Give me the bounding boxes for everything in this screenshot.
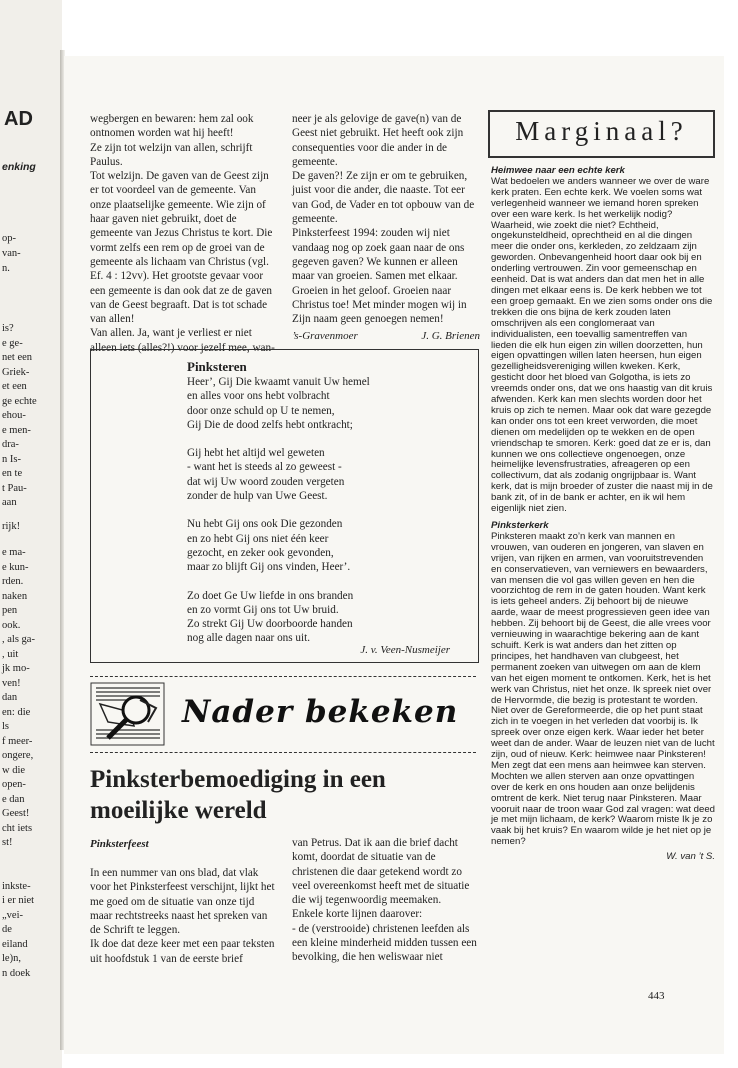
article2-headline: Pinksterbemoediging in een moeilijke wereld <box>90 766 386 824</box>
left-page-fragment: net een <box>2 352 33 363</box>
left-page-fragment: t Pau- <box>2 483 27 494</box>
left-page-fragment: AD <box>4 108 33 130</box>
left-page-fragment: rijk! <box>2 521 21 532</box>
left-page-fragment: e kun- <box>2 562 29 573</box>
marginaal-heading: Heimwee naar een echte kerk <box>491 165 625 176</box>
article1-author: J. G. Brienen <box>421 330 480 342</box>
poem-line: en alles voor ons hebt volbracht <box>187 390 330 403</box>
poem-line: en zo vormt Gij ons tot Uw bruid. <box>187 603 339 616</box>
section-title: Nader bekeken <box>182 694 459 730</box>
left-page-fragment: op- <box>2 233 16 244</box>
divider <box>90 676 476 677</box>
left-page-fragment: f meer- <box>2 736 33 747</box>
left-page-fragment: eiland <box>2 939 28 950</box>
left-page-fragment: i er niet <box>2 895 35 906</box>
article1-place: ’s-Gravenmoer <box>292 330 358 342</box>
paragraph: Tot welzijn. De gaven van de Geest zijn er tot voordeel van de gemeente. Van onze plaatselijke gemeente. Wie zijn of haar gaven niet gebruikt, doet de gemeente van Jezus Christus te kort. Die vormt zelfs een rem op de groei van de gemeente als lichaam van Christus (vgl. Ef. 4 : 12vv). Het grootste gevaar voor een gemeente is dan ook dat ze de gaven van de Geest begraaft. Dat is tot schade van allen! <box>90 170 273 326</box>
left-page-fragment: ehou- <box>2 410 26 421</box>
paragraph: neer je als gelovige de gave(n) van de Geest niet gebruikt. Het heeft ook zijn consequenties voor die ander in de gemeente. <box>292 113 464 168</box>
article1-column1 <box>90 112 278 355</box>
poem-line: Zo strekt Gij Uw doorboorde handen <box>187 618 353 631</box>
poem-line: dat wij Uw woord zouden vergeten <box>187 475 345 488</box>
left-page-fragment: n. <box>2 263 10 274</box>
marginaal-column <box>491 166 715 863</box>
left-page-fragment: ongere, <box>2 750 34 761</box>
paragraph: In een nummer van ons blad, dat vlak voor het Pinksterfeest verschijnt, lijkt het me goed om de situatie van onze tijd maar rechtstreeks naast het spreken van de Schrift te leggen. <box>90 867 275 937</box>
poem-author: J. v. Veen-Nusmeijer <box>360 644 450 656</box>
left-page-fragment: , als ga- <box>2 634 35 645</box>
left-page-fragment: jk mo- <box>2 663 30 674</box>
left-page-fragment: ven! <box>2 678 21 689</box>
left-page-fragment: aan <box>2 497 17 508</box>
left-page-fragment: de <box>2 924 12 935</box>
poem-line: zonder de hulp van Uwe Geest. <box>187 490 328 503</box>
left-page-fragment: e ma- <box>2 547 26 558</box>
left-page-fragment: pen <box>2 605 18 616</box>
poem-stanza <box>187 375 457 432</box>
paragraph: Pinksterfeest 1994: zouden wij niet vandaag nog op zoek gaan naar de ons gegeven gaven? We kunnen er alleen maar van groeien. Samen met elkaar. Groeien in het geloof. Groeien naar Christus toe! Met minder mogen wij in Zijn naam geen genoegen nemen! <box>292 227 467 326</box>
left-page-fragment: n Is- <box>2 454 21 465</box>
poem-line: Zo doet Ge Uw liefde in ons branden <box>187 589 354 602</box>
poem-line: - want het is steeds al zo geweest - <box>187 461 342 474</box>
left-page-fragment: e men- <box>2 425 31 436</box>
poem-line: gezocht, en zeker ook gevonden, <box>187 546 334 559</box>
poem-line: en zo hebt Gij ons niet één keer <box>187 532 329 545</box>
left-page-fragment: et een <box>2 381 27 392</box>
left-page-fragment: w die <box>2 765 26 776</box>
poem-line: Gij Die de dood zelfs hebt ontkracht; <box>187 418 353 431</box>
left-page-fragment: en te <box>2 468 23 479</box>
left-page-fragment: open- <box>2 779 26 790</box>
left-page-fragment: le)n, <box>2 953 21 964</box>
poem-line: Nu hebt Gij ons ook Die gezonden <box>187 518 343 531</box>
article1-column2 <box>292 112 480 326</box>
left-page-fragment: e ge- <box>2 338 23 349</box>
marginaal-paragraph: Pinksteren maakt zo’n kerk van mannen en vrouwen, van ouderen en jongeren, van slaven en vrijen, van rijken en armen, van vooruitstrevenden en conservatieven, van verniewers en bewaarders, van mensen die vol gas willen geven en hen die voorzichtog de rem in de gaten houden. Want kerk is iets geheel anders. Zij behoort bij de nieuwe aarde, waar de meest progressieven geen idee van hebben. Zij behoort bij de Geest, die alle vrees voor vernieuwing in waarachtige bekering aan de kant schuift. Kerk is wat anders dan het zitten op principes, het handhaven van clubgeest, het permanent zoeken van uitwegen om aan de klem van het eigen moment te ontkomen. Kerk, het is het werk van Christus, niet het onze. Ik spreek niet over de Hervormde, die bezig is protestant te worden. Niet over de Gereformeerde, die op het punt staat zich in te voegen in het verleden dat voorbij is. Ik spreek over onze eigen kerk. Waar ieder het beter weet dan de ander. Waar de leuzen niet van de lucht zijn, oud of nieuw. Kerk: heimwee naar Pinksteren! Men zegt dat een mens aan heimwee kan sterven. Mochten we allen sterven aan onze opvattingen over de kerk en ons houden aan onze belijdenis omtrent de kerk. Niet terug naar Pinksteren. Maar vooruit naar de troon waar God zal vragen: wat deed je met mijn lichaam, de kerk? Waarom miste Ik je zo vaak bij het kruis? En waarom wilde je het niet op je nemen? <box>491 530 715 848</box>
left-page-fragment: „vei- <box>2 910 23 921</box>
paragraph: - de (verstrooide) christenen leefden als een kleine minderheid midden tussen een bevolking, die hen weliswaar niet <box>292 922 477 964</box>
divider <box>90 752 476 753</box>
paragraph: Ik doe dat deze keer met een paar teksten uit hoofdstuk 1 van de eerste brief <box>90 938 275 965</box>
left-page-fragment: inkste- <box>2 881 31 892</box>
paragraph: De gaven?! Ze zijn er om te gebruiken, juist voor die ander, die naaste. Tot eer van God, de Vader en tot opbouw van de gemeente. <box>292 170 475 226</box>
paragraph: Enkele korte lijnen daarover: <box>292 908 423 921</box>
left-page-fragment: rden. <box>2 576 24 587</box>
left-page-fragment: , uit <box>2 649 19 660</box>
poem-stanza <box>187 589 457 646</box>
left-page-fragment: ge echte <box>2 396 37 407</box>
page-number: 443 <box>648 990 665 1002</box>
left-page-fragment: n doek <box>2 968 31 979</box>
paragraph: Van allen. Ja, want je verliest er niet alleen iets (alles?!) voor jezelf mee, wan- <box>90 327 275 354</box>
left-page-fragment: is? <box>2 323 14 334</box>
poem-body <box>187 375 457 660</box>
left-page-fragment: cht iets <box>2 823 33 834</box>
article1-signature <box>292 330 480 342</box>
left-page-fragment: enking <box>2 161 36 173</box>
poem-line: maar zo blijft Gij ons vinden, Heer’. <box>187 561 351 574</box>
left-page-fragment: naken <box>2 591 28 602</box>
left-page-fragment: van- <box>2 248 21 259</box>
article2-column1 <box>90 866 278 966</box>
left-page-strip <box>0 0 62 1068</box>
left-page-fragment: ls <box>2 721 10 732</box>
left-page-fragment: en: die <box>2 707 31 718</box>
poem-line: door onze schuld op U te nemen, <box>187 404 335 417</box>
left-page-fragment: st! <box>2 837 13 848</box>
magnifier-icon <box>90 682 165 746</box>
poem-line: Gij hebt het altijd wel geweten <box>187 447 325 460</box>
article2-column2 <box>292 836 480 965</box>
left-page-fragment: dra- <box>2 439 19 450</box>
poem-line: nog alle dagen naar ons uit. <box>187 632 311 645</box>
left-page-fragment: e dan <box>2 794 25 805</box>
marginaal-heading: Pinksterkerk <box>491 520 549 531</box>
left-page-fragment: ook. <box>2 620 21 631</box>
paragraph: van Petrus. Dat ik aan die brief dacht komt, doordat de situatie van de christenen die daar getekend wordt zo veel overeenkomst heeft met de situatie die wij tegenwoordig meemaken. <box>292 837 470 907</box>
poem-title: Pinksteren <box>187 359 247 374</box>
paragraph: wegbergen en bewaren: hem zal ook ontnomen worden wat hij heeft! <box>90 113 254 140</box>
left-page-fragment: dan <box>2 692 18 703</box>
marginaal-paragraph: Wat bedoelen we anders wanneer we over de ware kerk praten. Een echte kerk. We voelen soms wat verlegenheid wanneer we iemand horen spreken over een ware kerk. Is het werkelijk nodig? Waarheid, wie zoekt die niet? Echtheid, ongekunsteldheid, oprechtheid en al die dingen meer die onder ons, kerkleden, zo zeldzaam zijn geworden. Onbevangenheid hoort daar ook bij en onderling vertrouwen. Zin voor gemeenschap en eenheid. Dat is wat anders dan dat men het in alle dingen met elkaar eens is. De kerk hebben we tot een groep gemaakt. En we zien soms onder ons die trekken die ons bijna de kerk zouden laten omschrijven als een conglomeraat van individualisten, een toevallig samentreffen van lieden die elk hun eigen zin willen doorzetten, hun eigen opvattingen willen laten heersen, hun eigen gezelligheidsvereniging willen kweken. Kerk, gesticht door het bloed van Golgotha, is iets zo vreemds onder ons, dat we ons haastig van dit kruis afwenden. Kerk kan men slechts worden door het kruis op zich te nemen. Maar ook dat ware gezegde kan onder ons tot een kreet verworden, die moet dienen om medelijden op te wekken en de open vriendschap te smoren. Kerk: goed dat ze er is, dan kunnen we ons collectieve ongenoegen, onze heimelijke levensfrustraties, afreageren op een collectivum, dat als zodanig ongrijpbaar is. Want kerk, dat is mijn broeder of zuster die naast mij in de bank zit, of in de bank er achter, en ik wil hem eigenlijk niet zien. <box>491 175 713 515</box>
left-page-fragment: Geest! <box>2 808 30 819</box>
article2-kicker: Pinksterfeest <box>90 838 149 850</box>
left-page-fragment: Griek- <box>2 367 30 378</box>
marginaal-signature: W. van ’t S. <box>666 851 715 863</box>
poem-stanza <box>187 446 457 503</box>
poem-stanza <box>187 517 457 574</box>
paragraph: Ze zijn tot welzijn van allen, schrijft Paulus. <box>90 141 253 168</box>
marginaal-title: Marginaal? <box>515 116 688 146</box>
poem-line: Heer’, Gij Die kwaamt vanuit Uw hemel <box>187 376 370 388</box>
